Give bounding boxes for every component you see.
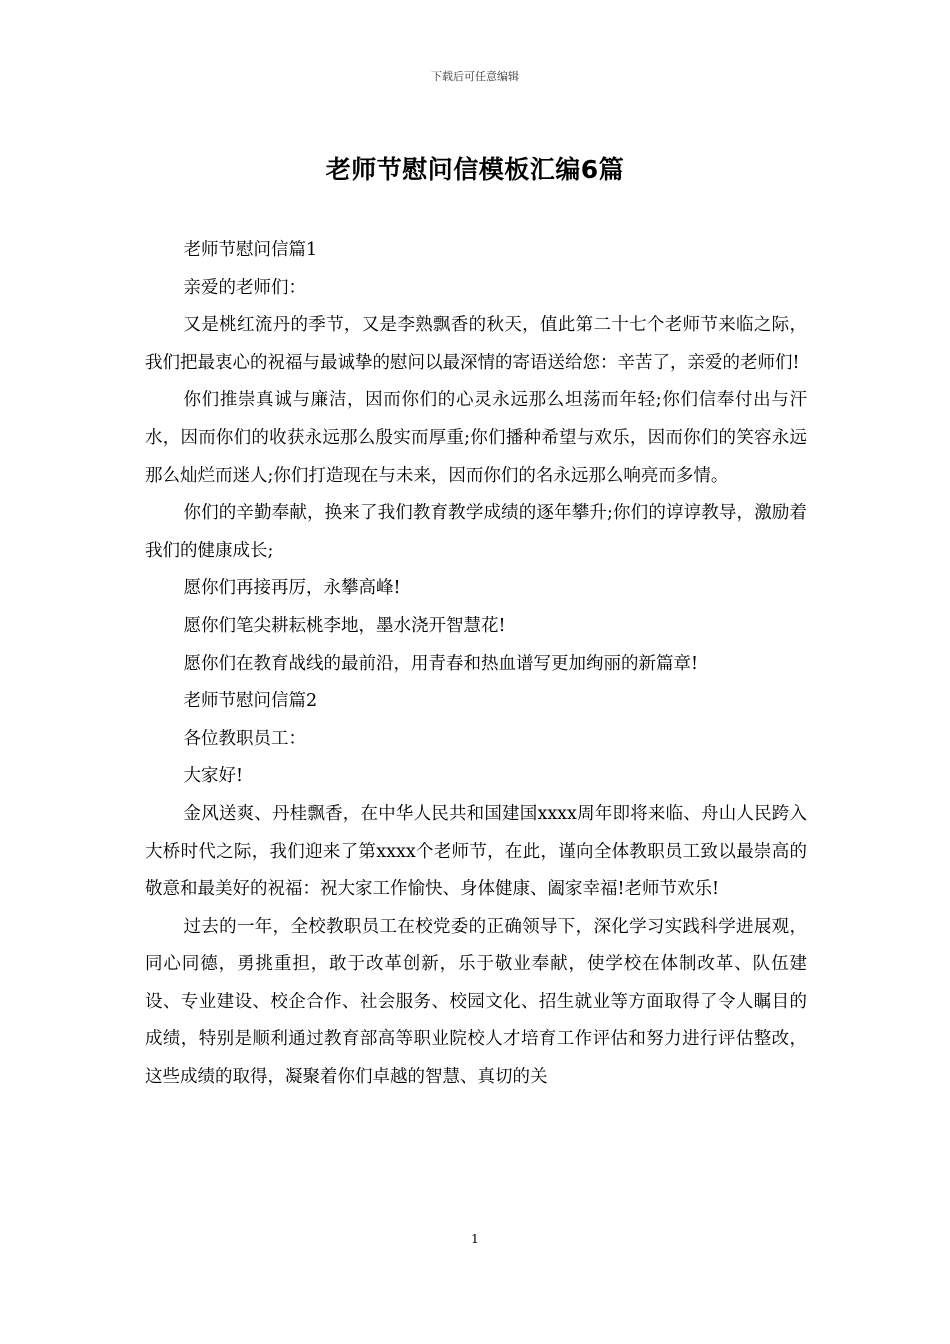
document-body [145,232,807,1097]
page-number: 1 [471,1232,479,1246]
salutation-2: 各位教职员工： [183,728,306,749]
paragraph: 愿你们再接再厉，永攀高峰! [183,578,401,599]
paragraph: 愿你们笔尖耕耘桃李地，墨水浇开智慧花! [183,615,506,636]
section-heading-2: 老师节慰问信篇2 [183,691,318,712]
paragraph: 金风送爽、丹桂飘香，在中华人民共和国建国xxxx周年即将来临、舟山人民跨入大桥时代之际，我们迎来了第xxxx个老师节，在此，谨向全体教职员工致以最崇高的敬意和最美好的祝福：祝大家工作愉快、身体健康、阖家幸福!老师节欢乐! [145,803,807,900]
paragraph: 你们推崇真诚与廉洁，因而你们的心灵永远那么坦荡而年轻;你们信奉付出与汗水，因而你们的收获永远那么殷实而厚重;你们播种希望与欢乐，因而你们的笑容永远那么灿烂而迷人;你们打造现在与未来，因而你们的名永远那么响亮而多情。 [145,390,807,486]
header-note: 下载后可任意编辑 [431,70,519,83]
greeting: 大家好! [183,766,244,787]
paragraph: 愿你们在教育战线的最前沿，用青春和热血谱写更加绚丽的新篇章! [183,653,699,674]
paragraph: 过去的一年，全校教职员工在校党委的正确领导下，深化学习实践科学进展观，同心同德，勇挑重担，敢于改革创新，乐于敬业奉献，使学校在体制改革、队伍建设、专业建设、校企合作、社会服务、校园文化、招生就业等方面取得了令人瞩目的成绩，特别是顺利通过教育部高等职业院校人才培育工作评估和努力进行评估整改，这些成绩的取得，凝聚着你们卓越的智慧、真切的关 [145,916,807,1088]
document-title: 老师节慰问信模板汇编6篇 [325,155,625,184]
paragraph: 又是桃红流丹的季节，又是李熟飘香的秋天，值此第二十七个老师节来临之际，我们把最衷心的祝福与最诚挚的慰问以最深情的寄语送给您：辛苦了，亲爱的老师们! [145,315,807,373]
section-heading-1: 老师节慰问信篇1 [183,240,318,260]
paragraph: 你们的辛勤奉献，换来了我们教育教学成绩的逐年攀升;你们的谆谆教导，激励着我们的健康成长; [145,503,807,561]
salutation-1: 亲爱的老师们： [183,277,306,298]
